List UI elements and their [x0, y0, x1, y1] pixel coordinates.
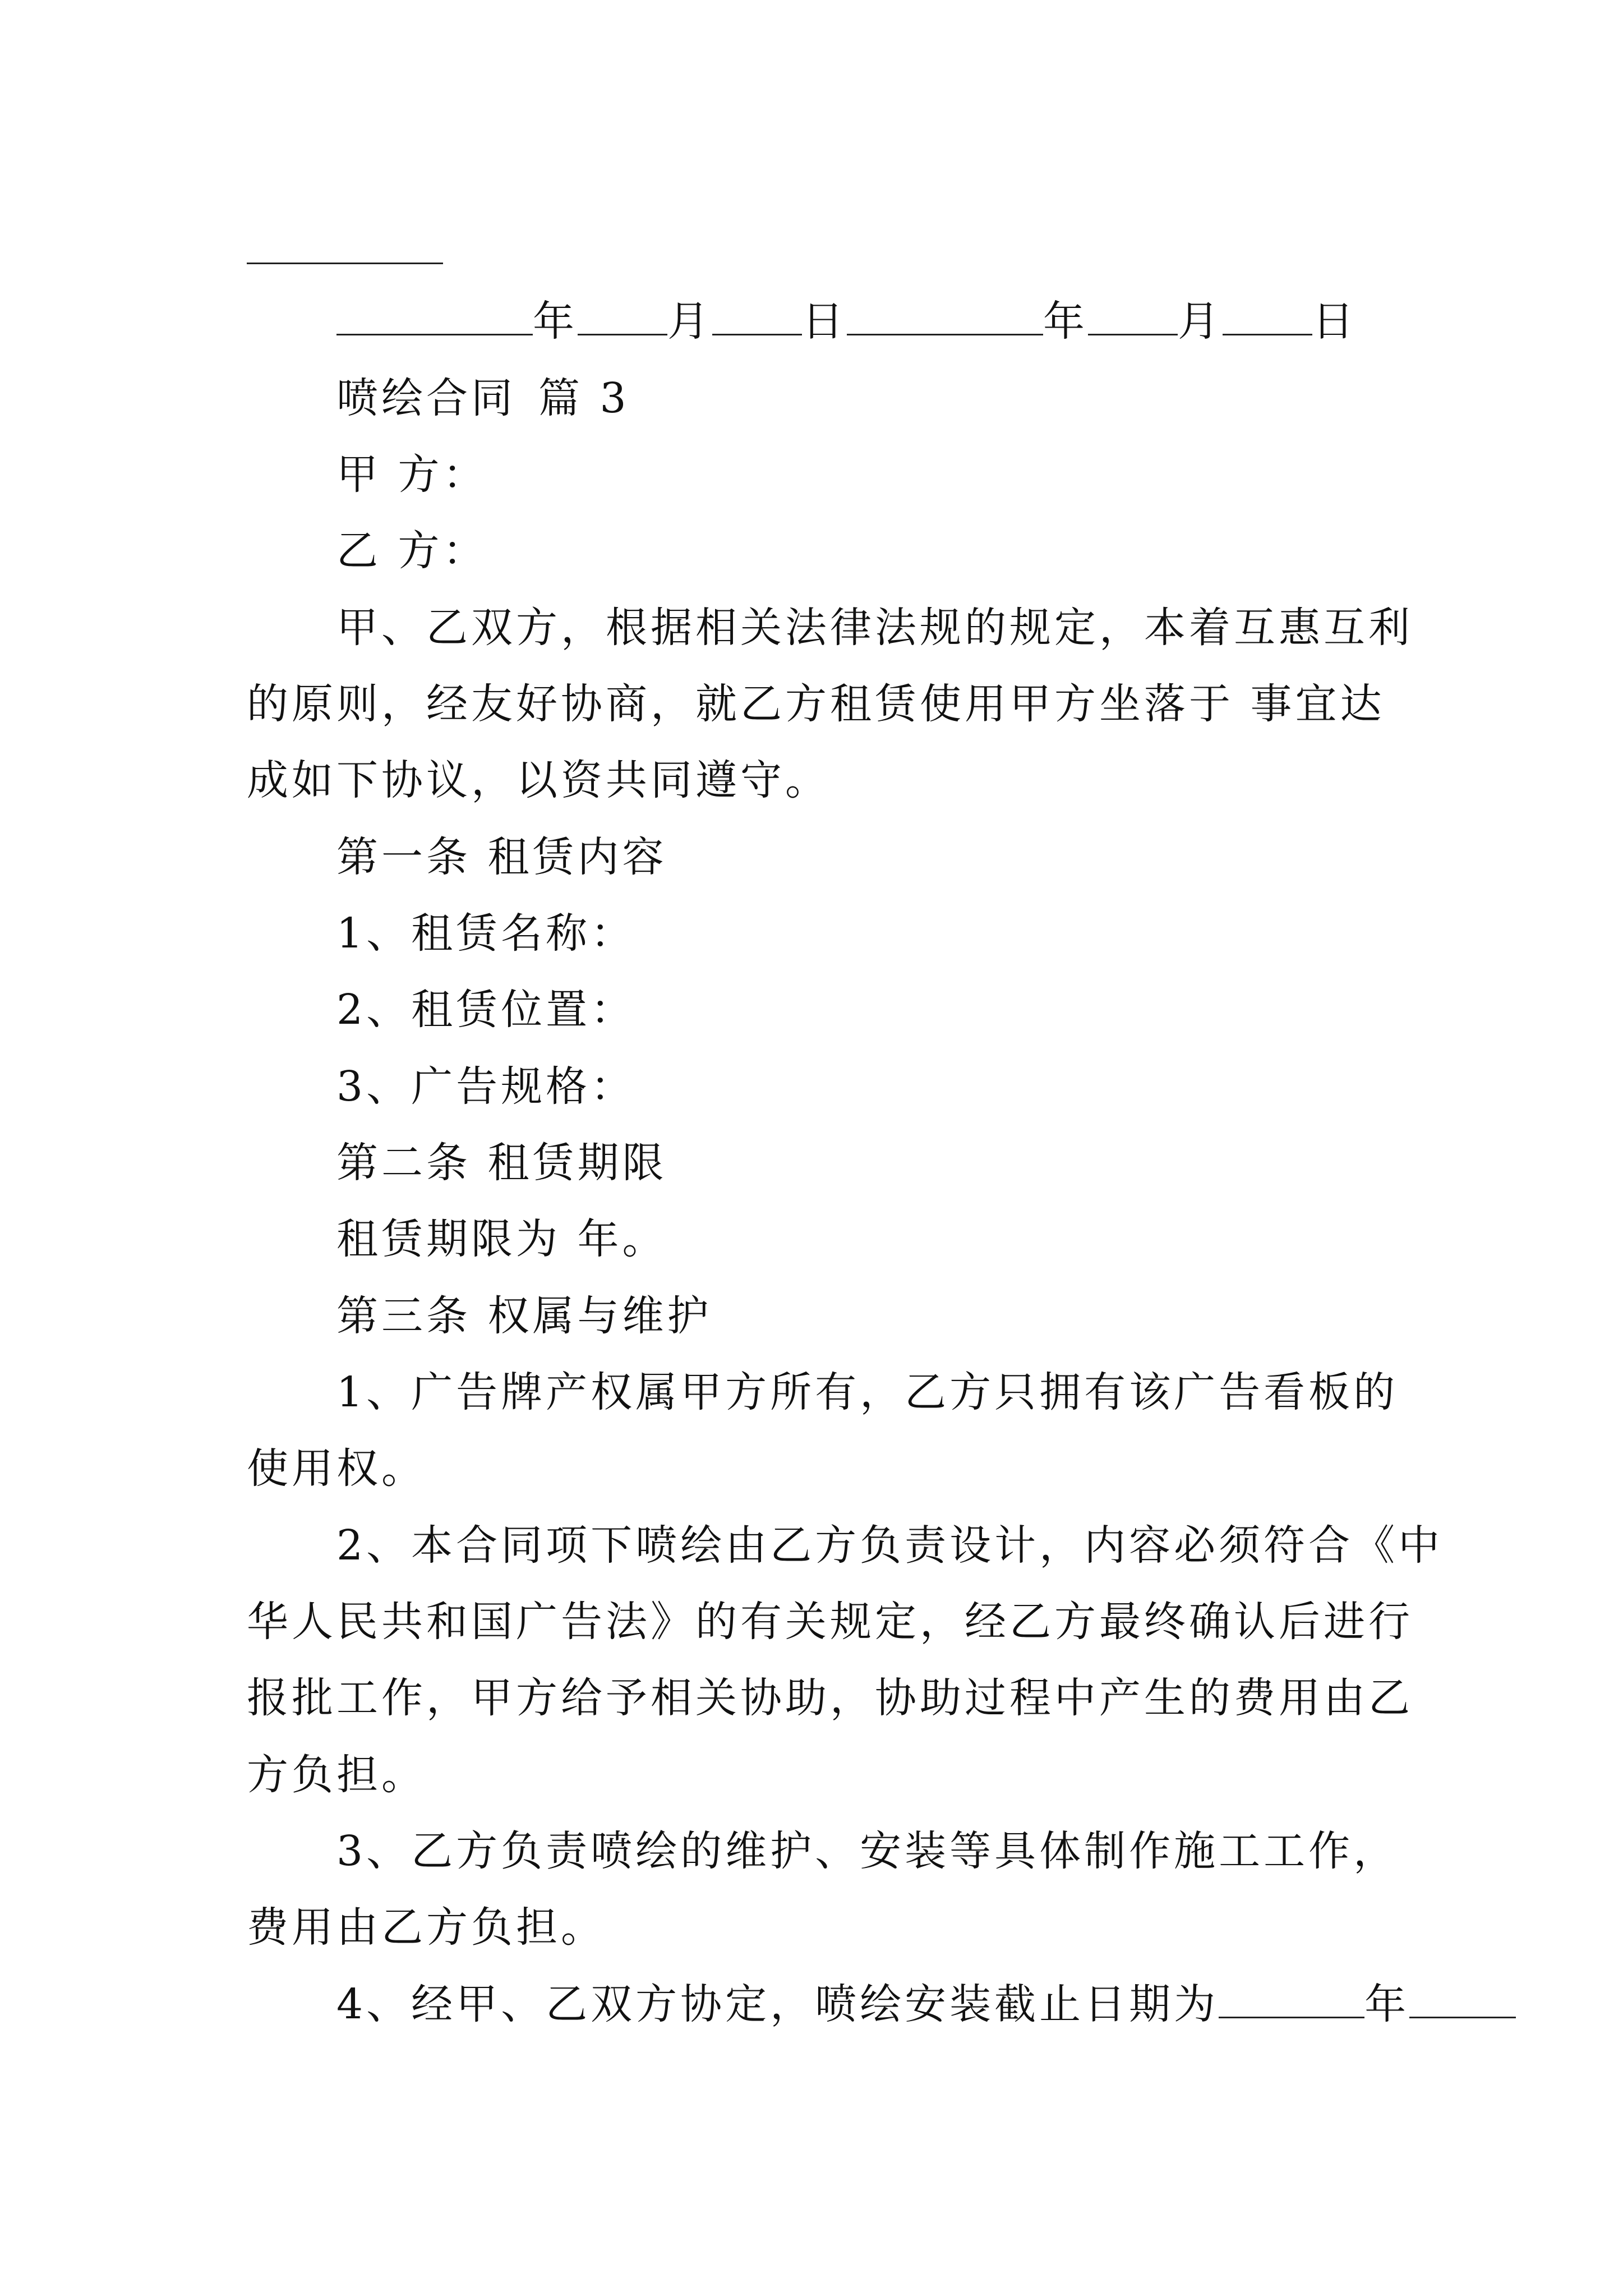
- article-3-p1-line-2: 使用权。: [247, 1444, 426, 1493]
- contract-title: 喷绘合同: [336, 374, 516, 422]
- article-3-p2-line-2: 华人民共和国广告法》的有关规定，经乙方最终确认后进行: [247, 1598, 1413, 1646]
- article-1-item-3: 3、广告规格：: [336, 1062, 636, 1111]
- month-blank: [578, 296, 667, 335]
- contract-heading: [336, 360, 1391, 436]
- month-blank-2: [1088, 296, 1178, 335]
- intro-line-3: 成如下协议，以资共同遵守。: [247, 756, 830, 804]
- contract-part: 篇 3: [538, 374, 630, 422]
- month-label-2: 月: [1178, 297, 1223, 346]
- article-3-p2-line-1: 2、本合同项下喷绘由乙方负责设计，内容必须符合《中: [336, 1521, 1444, 1570]
- article-3-p2-line-3: 报批工作，甲方给予相关协助，协助过程中产生的费用由乙: [247, 1674, 1413, 1722]
- install-month-blank: [1409, 1979, 1516, 2018]
- article-1-title: 第一条 租赁内容: [336, 833, 667, 881]
- signature-underline: [247, 263, 443, 264]
- article-2-title: 第二条 租赁期限: [336, 1139, 667, 1187]
- day-label: 日: [802, 297, 847, 346]
- year-label-2: 年: [1043, 297, 1088, 346]
- install-year-label: 年: [1364, 1980, 1410, 2028]
- article-3-p4-text: 4、经甲、乙双方协定，喷绘安装截止日期为: [336, 1980, 1219, 2028]
- article-3-p2-line-4: 方负担。: [247, 1751, 426, 1799]
- article-3-title: 第三条 权属与维护: [336, 1292, 712, 1340]
- intro-line-1: 甲、乙双方，根据相关法律法规的规定，本着互惠互利: [336, 604, 1413, 652]
- party-b-line: 乙 方：: [336, 527, 488, 575]
- article-3-p3-line-1: 3、乙方负责喷绘的维护、安装等具体制作施工工作，: [336, 1827, 1399, 1875]
- signature-date-line: [336, 283, 1391, 360]
- article-2-text: 租赁期限为 年。: [336, 1215, 667, 1263]
- article-3-p1-line-1: 1、广告牌产权属甲方所有，乙方只拥有该广告看板的: [336, 1368, 1399, 1416]
- install-year-blank: [1219, 1979, 1364, 2018]
- year-label: 年: [533, 297, 578, 346]
- day-blank: [712, 296, 802, 335]
- year-blank: [336, 296, 533, 335]
- party-a-line: 甲 方：: [336, 450, 488, 499]
- article-1-item-1: 1、租赁名称：: [336, 909, 636, 958]
- month-label: 月: [667, 297, 712, 346]
- intro-line-2: 的原则，经友好协商，就乙方租赁使用甲方坐落于 事宜达: [247, 680, 1385, 728]
- day-blank-2: [1223, 296, 1312, 335]
- year-blank-2: [847, 296, 1043, 335]
- article-3-p4-line-1: [336, 1966, 1410, 2042]
- article-1-item-2: 2、租赁位置：: [336, 986, 636, 1034]
- day-label-2: 日: [1312, 297, 1357, 346]
- article-3-p3-line-2: 费用由乙方负担。: [247, 1903, 606, 1952]
